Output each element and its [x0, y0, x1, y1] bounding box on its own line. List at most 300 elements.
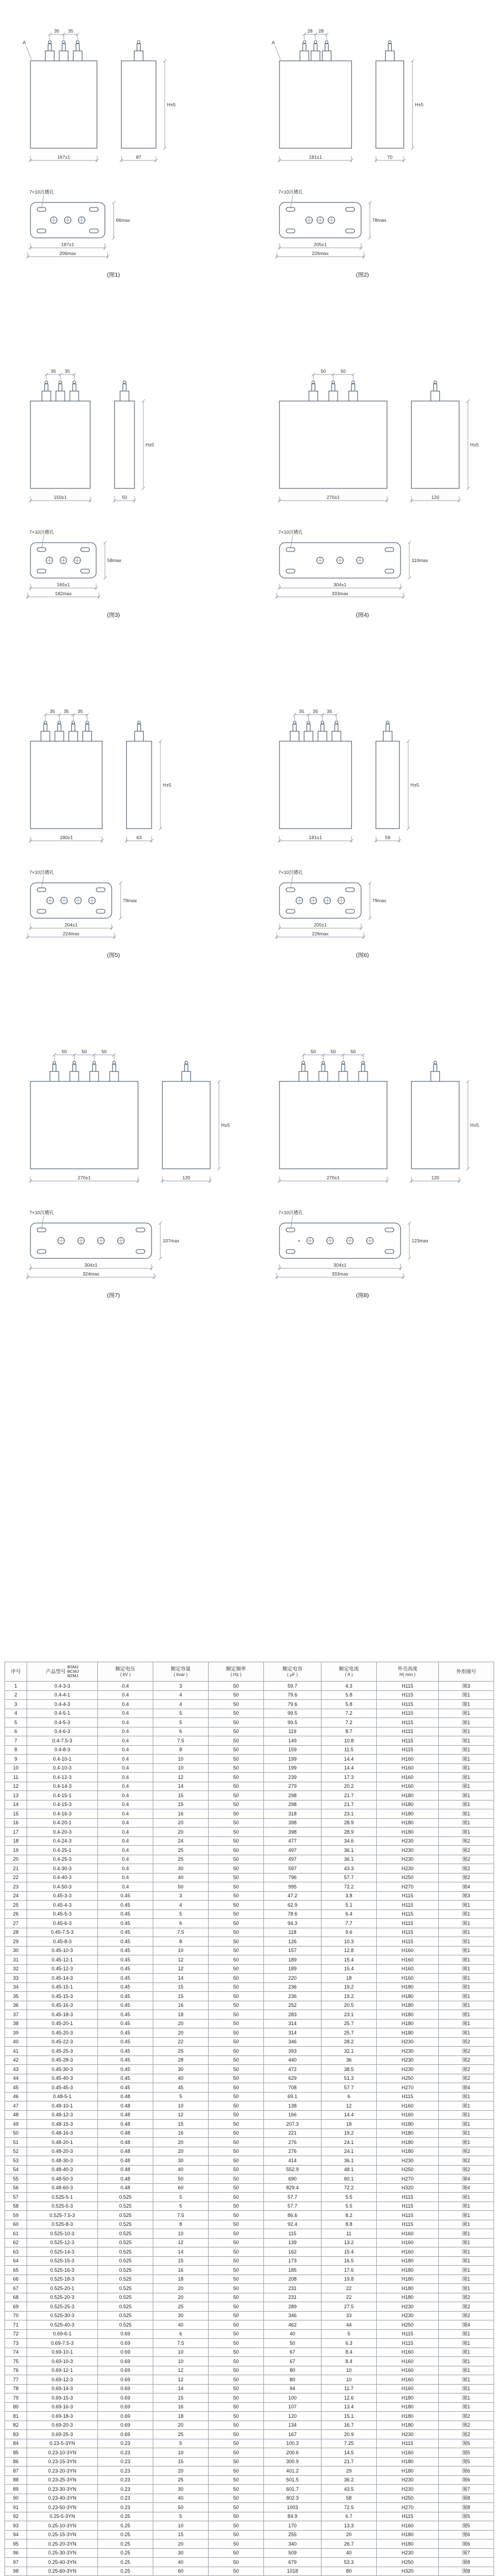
table-row — [5, 2229, 494, 2239]
capacitor-front-view — [30, 1081, 138, 1169]
cell-no: 49 — [5, 2120, 27, 2129]
cell-model: 0.48-20-1 — [27, 2138, 98, 2147]
cell-voltage: 0.4 — [98, 1836, 153, 1846]
cell-capacity: 8 — [153, 1745, 209, 1755]
hole-note: 7×10沉槽孔 — [29, 1210, 54, 1215]
cell-current: 10.3 — [321, 1937, 377, 1947]
cell-current: 11 — [321, 2229, 377, 2239]
capacitor-side-view — [115, 401, 134, 488]
dimension-label: 107max — [162, 1238, 180, 1243]
terminal-spacing-label: 50 — [310, 1049, 316, 1054]
terminal-spacing-label: 50 — [61, 1049, 67, 1054]
cell-height: H180 — [377, 2256, 439, 2266]
cell-current: 38.5 — [321, 2065, 377, 2074]
cell-capacitance: 94.3 — [264, 1919, 321, 1928]
cell-capacity: 10 — [153, 2521, 209, 2531]
cell-voltage: 0.4 — [98, 1727, 153, 1736]
cell-model: 0.525-5-3 — [27, 2202, 98, 2211]
dimension-label: 226max — [312, 931, 329, 936]
cell-frequency: 50 — [209, 2275, 264, 2284]
cell-voltage: 0.23 — [98, 2475, 153, 2485]
table-row — [5, 1891, 494, 1901]
cell-voltage: 0.4 — [98, 1791, 153, 1800]
cell-height: H180 — [377, 1800, 439, 1809]
table-row — [5, 1855, 494, 1864]
cell-capacitance: 440 — [264, 2055, 321, 2065]
cell-voltage: 0.45 — [98, 1974, 153, 1983]
cell-voltage: 0.4 — [98, 1690, 153, 1700]
cell-capacity: 5 — [153, 1709, 209, 1718]
cell-model: 0.48-20-3 — [27, 2147, 98, 2156]
cell-frequency: 50 — [209, 2448, 264, 2458]
cell-no: 98 — [5, 2567, 27, 2576]
cell-current: 14.4 — [321, 2110, 377, 2120]
cell-model: 0.525-14-3 — [27, 2247, 98, 2257]
cell-frequency: 50 — [209, 1745, 264, 1755]
cell-figure: 图1 — [439, 1745, 494, 1755]
cell-voltage: 0.69 — [98, 2402, 153, 2412]
cell-current: 48.1 — [321, 2165, 377, 2174]
cell-capacitance: 346 — [264, 2037, 321, 2047]
cell-capacitance: 67 — [264, 2357, 321, 2366]
cell-no: 29 — [5, 1937, 27, 1947]
cell-figure: 图1 — [439, 1773, 494, 1782]
cell-figure: 图2 — [439, 2430, 494, 2439]
col-model-label: 产品型号 — [45, 1668, 66, 1674]
cell-height: H115 — [377, 1891, 439, 1901]
cell-voltage: 0.4 — [98, 1882, 153, 1892]
cell-height: H230 — [377, 2548, 439, 2558]
dimension-label: 333max — [331, 1271, 349, 1277]
cell-voltage: 0.4 — [98, 1773, 153, 1782]
cell-height: H180 — [377, 2402, 439, 2412]
cell-voltage: 0.4 — [98, 1745, 153, 1755]
cell-model: 0.48-15-3 — [27, 2120, 98, 2129]
cell-voltage: 0.525 — [98, 2284, 153, 2293]
cell-figure: 图8 — [439, 2567, 494, 2576]
cell-no: 70 — [5, 2311, 27, 2320]
cell-voltage: 0.525 — [98, 2193, 153, 2202]
cell-capacity: 30 — [153, 2156, 209, 2166]
cell-figure: 图4 — [439, 2320, 494, 2330]
cell-no: 6 — [5, 1727, 27, 1736]
table-row — [5, 1928, 494, 1937]
cell-height: H160 — [377, 1946, 439, 1955]
dimension-label: 206max — [59, 251, 76, 256]
cell-voltage: 0.525 — [98, 2202, 153, 2211]
cell-model: 0.45-16-3 — [27, 2001, 98, 2010]
cell-frequency: 50 — [209, 2494, 264, 2503]
cell-capacitance: 126 — [264, 1937, 321, 1947]
table-row — [5, 2174, 494, 2184]
cell-height: H180 — [377, 2028, 439, 2038]
figure-caption: (图7) — [107, 1292, 120, 1299]
cell-capacitance: 601.7 — [264, 2485, 321, 2494]
cell-capacitance: 497 — [264, 1855, 321, 1864]
cell-current: 57.7 — [321, 2083, 377, 2093]
cell-capacitance: 149 — [264, 1736, 321, 1746]
cell-capacity: 12 — [153, 2238, 209, 2247]
mounting-slot — [346, 207, 355, 211]
cell-no: 35 — [5, 1992, 27, 2001]
cell-voltage: 0.45 — [98, 1928, 153, 1937]
hole-note: 7×10沉槽孔 — [29, 529, 54, 535]
cell-voltage: 0.23 — [98, 2448, 153, 2458]
cell-capacitance: 115 — [264, 2229, 321, 2239]
cell-current: 21.7 — [321, 1791, 377, 1800]
cell-model: 0.45-18-3 — [27, 2010, 98, 2020]
cell-capacity: 25 — [153, 2047, 209, 2056]
cell-voltage: 0.525 — [98, 2229, 153, 2239]
terminal-spacing-label: 50 — [320, 368, 326, 374]
cell-frequency: 50 — [209, 2539, 264, 2549]
cell-model: 0.525-15-3 — [27, 2256, 98, 2266]
cell-model: 0.4-3-3 — [27, 1682, 98, 1691]
col-capacitance-unit: ( μF ) — [287, 1672, 298, 1677]
cell-model: 0.4-14-3 — [27, 1782, 98, 1791]
cell-voltage: 0.525 — [98, 2320, 153, 2330]
cell-capacitance: 398 — [264, 1828, 321, 1837]
cell-height: H230 — [377, 2037, 439, 2047]
table-row — [5, 2393, 494, 2403]
figure-drawing — [252, 1028, 495, 1360]
table-row — [5, 2165, 494, 2174]
cell-height: H250 — [377, 2165, 439, 2174]
cell-model: 0.525-30-3 — [27, 2311, 98, 2320]
cell-model: 0.45-15-3 — [27, 1992, 98, 2001]
cell-no: 59 — [5, 2211, 27, 2220]
cell-current: 15.1 — [321, 2412, 377, 2421]
cell-current: 4.3 — [321, 1682, 377, 1691]
table-row — [5, 2402, 494, 2412]
cell-no: 96 — [5, 2548, 27, 2558]
cell-voltage: 0.45 — [98, 1891, 153, 1901]
cell-model: 0.4-20-3 — [27, 1828, 98, 1837]
cell-no: 95 — [5, 2539, 27, 2549]
cell-no: 11 — [5, 1773, 27, 1782]
table-row — [5, 2320, 494, 2330]
cell-height: H160 — [377, 2448, 439, 2458]
cell-current: 24.1 — [321, 2138, 377, 2147]
cell-capacity: 15 — [153, 2256, 209, 2266]
cell-figure: 图6 — [439, 2530, 494, 2539]
table-row — [5, 2466, 494, 2476]
cell-current: 12 — [321, 2101, 377, 2111]
cell-capacity: 16 — [153, 2001, 209, 2010]
cell-no: 3 — [5, 1700, 27, 1709]
cell-model: 0.4-40-3 — [27, 1873, 98, 1882]
cell-height: H160 — [377, 2348, 439, 2357]
mounting-slot — [346, 909, 355, 913]
mounting-slot — [136, 1228, 145, 1232]
cell-voltage: 0.45 — [98, 1992, 153, 2001]
hole-note: 7×10沉槽孔 — [278, 870, 303, 875]
cell-voltage: 0.4 — [98, 1782, 153, 1791]
cell-height: H230 — [377, 2430, 439, 2439]
cell-frequency: 50 — [209, 1928, 264, 1937]
cell-capacity: 16 — [153, 2402, 209, 2412]
cell-capacitance: 298 — [264, 1791, 321, 1800]
cell-no: 57 — [5, 2193, 27, 2202]
capacitor-front-view — [30, 61, 97, 148]
cell-no: 78 — [5, 2384, 27, 2393]
terminal-spacing-label: 35 — [64, 368, 70, 374]
cell-height: H180 — [377, 2530, 439, 2539]
cell-frequency: 50 — [209, 1891, 264, 1901]
cell-capacity: 10 — [153, 2229, 209, 2239]
cell-figure: 图1 — [439, 2138, 494, 2147]
dimension-label: 59 — [385, 835, 391, 840]
cell-frequency: 50 — [209, 2202, 264, 2211]
col-current-label: 额定电流 — [339, 1666, 359, 1672]
cell-capacity: 20 — [153, 2147, 209, 2156]
capacitor-bottom-view — [30, 1223, 152, 1258]
cell-height: H230 — [377, 2302, 439, 2312]
cell-voltage: 0.4 — [98, 1864, 153, 1874]
cell-no: 27 — [5, 1919, 27, 1928]
cell-capacity: 20 — [153, 1828, 209, 1837]
cell-model: 0.525-18-3 — [27, 2275, 98, 2284]
cell-no: 64 — [5, 2256, 27, 2266]
cell-capacity: 25 — [153, 2430, 209, 2439]
table-row — [5, 2001, 494, 2010]
dimension-label: 120 — [182, 1175, 190, 1180]
table-row — [5, 2512, 494, 2521]
cell-figure: 图1 — [439, 2329, 494, 2339]
cell-frequency: 50 — [209, 2220, 264, 2229]
cell-height: H180 — [377, 2393, 439, 2403]
cell-no: 77 — [5, 2375, 27, 2385]
cell-height: H160 — [377, 1763, 439, 1773]
cell-current: 34.6 — [321, 1836, 377, 1846]
terminal-spacing-label: 35 — [54, 28, 60, 34]
figure-panel — [0, 688, 249, 1028]
cell-capacity: 7.5 — [153, 2211, 209, 2220]
table-row — [5, 1864, 494, 1874]
cell-frequency: 50 — [209, 2256, 264, 2266]
cell-current: 51.3 — [321, 2074, 377, 2083]
cell-model: 0.69-20-3 — [27, 2421, 98, 2430]
cell-capacity: 5 — [153, 1718, 209, 1727]
cell-figure: 图1 — [439, 1964, 494, 1974]
cell-no: 81 — [5, 2412, 27, 2421]
cell-capacity: 20 — [153, 1818, 209, 1828]
cell-frequency: 50 — [209, 1982, 264, 1992]
cell-capacitance: 401.2 — [264, 2466, 321, 2476]
cell-voltage: 0.45 — [98, 1982, 153, 1992]
table-row — [5, 1800, 494, 1809]
cell-no: 25 — [5, 1901, 27, 1910]
cell-model: 0.4-16-3 — [27, 1809, 98, 1819]
spec-table — [4, 1662, 494, 2576]
dimension-label: H±5 — [470, 442, 479, 447]
table-row — [5, 2421, 494, 2430]
cell-current: 80 — [321, 2567, 377, 2576]
cell-no: 68 — [5, 2293, 27, 2302]
hole-note: 7×10沉槽孔 — [29, 870, 54, 875]
cell-capacitance: 167 — [264, 2430, 321, 2439]
cell-current: 19.2 — [321, 1992, 377, 2001]
cell-height: H115 — [377, 2439, 439, 2448]
cell-figure: 图4 — [439, 2174, 494, 2184]
cell-current: 23.1 — [321, 1809, 377, 1819]
spec-table-head — [5, 1662, 494, 1682]
dimension-label: H±5 — [167, 102, 176, 107]
cell-frequency: 50 — [209, 2238, 264, 2247]
cell-capacitance: 100.3 — [264, 2439, 321, 2448]
cell-frequency: 50 — [209, 2229, 264, 2239]
dimension-label: 226max — [312, 251, 329, 256]
terminal-spacing-label: 28 — [318, 28, 324, 34]
cell-frequency: 50 — [209, 1964, 264, 1974]
cell-capacitance: 462 — [264, 2320, 321, 2330]
cell-model: 0.23-40-3YN — [27, 2494, 98, 2503]
cell-no: 94 — [5, 2530, 27, 2539]
cell-voltage: 0.45 — [98, 2065, 153, 2074]
dimension-label: 167±1 — [57, 154, 70, 160]
cell-frequency: 50 — [209, 2010, 264, 2020]
table-row — [5, 1846, 494, 1855]
cell-capacity: 22 — [153, 2037, 209, 2047]
col-frequency — [209, 1662, 264, 1682]
col-height — [377, 1662, 439, 1682]
cell-frequency: 50 — [209, 2311, 264, 2320]
table-row — [5, 2384, 494, 2393]
dimension-label: 123max — [411, 1238, 429, 1243]
hole-note: 7×10沉槽孔 — [278, 529, 303, 535]
mounting-slot — [96, 909, 105, 913]
cell-height: H250 — [377, 1873, 439, 1882]
cell-model: 0.45-8-3 — [27, 1937, 98, 1947]
cell-model: 0.4-25-1 — [27, 1846, 98, 1855]
cell-capacitance: 497 — [264, 1846, 321, 1855]
table-row — [5, 2065, 494, 2074]
cell-height: H160 — [377, 2110, 439, 2120]
cell-figure: 图1 — [439, 2357, 494, 2366]
cell-voltage: 0.4 — [98, 1718, 153, 1727]
cell-capacitance: 50 — [264, 2339, 321, 2348]
cell-voltage: 0.48 — [98, 2129, 153, 2138]
cell-voltage: 0.45 — [98, 2083, 153, 2093]
col-capacity-label: 额定容量 — [170, 1666, 191, 1672]
cell-voltage: 0.25 — [98, 2558, 153, 2567]
cell-figure: 图1 — [439, 2284, 494, 2293]
cell-model: 0.48-40-3 — [27, 2165, 98, 2174]
cell-no: 22 — [5, 1873, 27, 1882]
dimension-label: 50 — [122, 495, 127, 500]
cell-model: 0.4-6-3 — [27, 1727, 98, 1736]
capacitor-side-view — [376, 741, 399, 829]
cell-model: 0.23-25-3YN — [27, 2475, 98, 2485]
dimension-label: 180±1 — [60, 835, 73, 840]
cell-model: 0.525-40-3 — [27, 2320, 98, 2330]
cell-no: 18 — [5, 1836, 27, 1846]
cell-figure: 图2 — [439, 2293, 494, 2302]
cell-capacitance: 477 — [264, 1836, 321, 1846]
cell-model: 0.45-15-1 — [27, 1982, 98, 1992]
table-row — [5, 1782, 494, 1791]
cell-no: 85 — [5, 2448, 27, 2458]
cell-current: 7.25 — [321, 2439, 377, 2448]
cell-figure: 图2 — [439, 1855, 494, 1864]
cell-current: 15.4 — [321, 1955, 377, 1965]
cell-capacitance: 231 — [264, 2284, 321, 2293]
cell-capacitance: 597 — [264, 1864, 321, 1874]
cell-frequency: 50 — [209, 2284, 264, 2293]
cell-voltage: 0.4 — [98, 1873, 153, 1882]
cell-figure: 图8 — [439, 2503, 494, 2512]
cell-voltage: 0.45 — [98, 1946, 153, 1955]
col-height-label: 外壳高度 — [397, 1666, 418, 1672]
cell-figure: 图1 — [439, 1928, 494, 1937]
cell-capacitance: 231 — [264, 2293, 321, 2302]
cell-height: H250 — [377, 2074, 439, 2083]
cell-frequency: 50 — [209, 1727, 264, 1736]
dimension-label: 165±1 — [56, 582, 70, 587]
cell-no: 69 — [5, 2302, 27, 2312]
cell-capacity: 50 — [153, 1882, 209, 1892]
cell-height: H115 — [377, 1690, 439, 1700]
cell-capacitance: 207.3 — [264, 2120, 321, 2129]
cell-model: 0.45-3-3 — [27, 1891, 98, 1901]
figure-caption: (图2) — [356, 272, 369, 278]
cell-height: H115 — [377, 1919, 439, 1928]
terminal-spacing-label: 35 — [326, 709, 333, 714]
cell-figure: 图2 — [439, 1873, 494, 1882]
capacitor-side-view — [127, 741, 152, 829]
cell-frequency: 50 — [209, 2302, 264, 2312]
cell-model: 0.45-22-3 — [27, 2037, 98, 2047]
cell-model: 0.525-7.5-3 — [27, 2211, 98, 2220]
cell-no: 30 — [5, 1946, 27, 1955]
cell-model: 0.48-60-3 — [27, 2183, 98, 2193]
cell-frequency: 50 — [209, 2266, 264, 2275]
weld-mark-label: A — [23, 40, 26, 45]
cell-figure: 图1 — [439, 1955, 494, 1965]
table-row — [5, 1836, 494, 1846]
cell-height: H115 — [377, 1682, 439, 1691]
hole-note: 7×10沉槽孔 — [278, 1210, 303, 1215]
terminal-spacing-label: 35 — [68, 28, 74, 34]
cell-voltage: 0.45 — [98, 1937, 153, 1947]
mounting-slot — [96, 888, 105, 892]
cell-no: 73 — [5, 2339, 27, 2348]
cell-height: H160 — [377, 2521, 439, 2531]
cell-model: 0.69-12-1 — [27, 2366, 98, 2375]
cell-figure: 图1 — [439, 1909, 494, 1919]
cell-capacity: 15 — [153, 2530, 209, 2539]
cell-figure: 图1 — [439, 2101, 494, 2111]
cell-current: 6.7 — [321, 2512, 377, 2521]
cell-height: H230 — [377, 2485, 439, 2494]
cell-frequency: 50 — [209, 1718, 264, 1727]
cell-frequency: 50 — [209, 1791, 264, 1800]
col-current-unit: ( A ) — [345, 1672, 353, 1677]
cell-no: 58 — [5, 2202, 27, 2211]
cell-capacity: 15 — [153, 1800, 209, 1809]
cell-capacity: 5 — [153, 2092, 209, 2101]
cell-height: H180 — [377, 2120, 439, 2129]
cell-height: H180 — [377, 2275, 439, 2284]
cell-no: 17 — [5, 1828, 27, 1837]
cell-capacitance: 1018 — [264, 2567, 321, 2576]
capacitor-side-view — [411, 1081, 459, 1169]
cell-model: 0.69-25-3 — [27, 2430, 98, 2439]
cell-capacity: 20 — [153, 2466, 209, 2476]
cell-height: H230 — [377, 2065, 439, 2074]
cell-capacity: 50 — [153, 2503, 209, 2512]
dimension-label: 304±1 — [333, 582, 347, 587]
